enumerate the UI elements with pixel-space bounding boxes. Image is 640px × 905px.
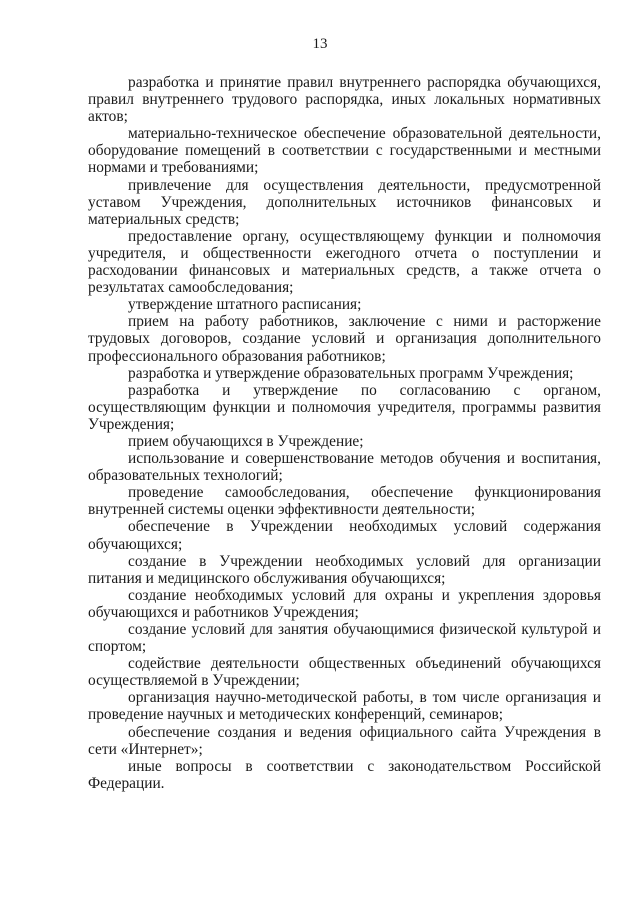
document-body <box>88 74 601 792</box>
paragraph: проведение самообследования, обеспечение функционирования внутренней системы оценки эффективности деятельности; <box>88 484 601 519</box>
paragraph: использование и совершенствование методов обучения и воспитания, образовательных технологий; <box>88 450 601 485</box>
paragraph: организация научно-методической работы, в том числе организация и проведение научных и методических конференций, семинаров; <box>88 689 601 724</box>
paragraph: утверждение штатного расписания; <box>128 296 362 314</box>
page-number: 13 <box>312 36 328 52</box>
paragraph: разработка и утверждение по согласованию с органом, осуществляющим функции и полномочия учредителя, программы развития Учреждения; <box>88 381 601 433</box>
paragraph: прием обучающихся в Учреждение; <box>128 432 364 450</box>
paragraph: привлечение для осуществления деятельности, предусмотренной уставом Учреждения, дополнительных источников финансовых и материальных средств; <box>88 176 601 228</box>
paragraph: содействие деятельности общественных объединений обучающихся осуществляемой в Учреждении; <box>88 655 601 690</box>
paragraph: создание в Учреждении необходимых условий для организации питания и медицинского обслуживания обучающихся; <box>88 552 601 587</box>
paragraph: материально-техническое обеспечение образовательной деятельности, оборудование помещений в соответствии с государственными и местными нормами и требованиями; <box>88 125 601 177</box>
paragraph: иные вопросы в соответствии с законодательством Российской Федерации. <box>88 757 601 792</box>
paragraph: обеспечение создания и ведения официального сайта Учреждения в сети «Интернет»; <box>88 723 601 758</box>
paragraph: разработка и утверждение образовательных программ Учреждения; <box>128 364 574 382</box>
paragraph: создание необходимых условий для охраны и укрепления здоровья обучающихся и работников Учреждения; <box>88 586 601 621</box>
paragraph: обеспечение в Учреждении необходимых условий содержания обучающихся; <box>88 518 601 553</box>
paragraph: разработка и принятие правил внутреннего распорядка обучающихся, правил внутреннего трудового распорядка, иных локальных нормативных актов; <box>88 74 601 126</box>
paragraph: предоставление органу, осуществляющему функции и полномочия учредителя, и общественности ежегодного отчета о поступлении и расходовании финансовых и материальных средств, а также отчета о результатах самообследования; <box>88 227 601 297</box>
paragraph: прием на работу работников, заключение с ними и расторжение трудовых договоров, создание условий и организация дополнительного профессионального образования работников; <box>88 313 601 365</box>
paragraph: создание условий для занятия обучающимися физической культурой и спортом; <box>88 621 601 656</box>
